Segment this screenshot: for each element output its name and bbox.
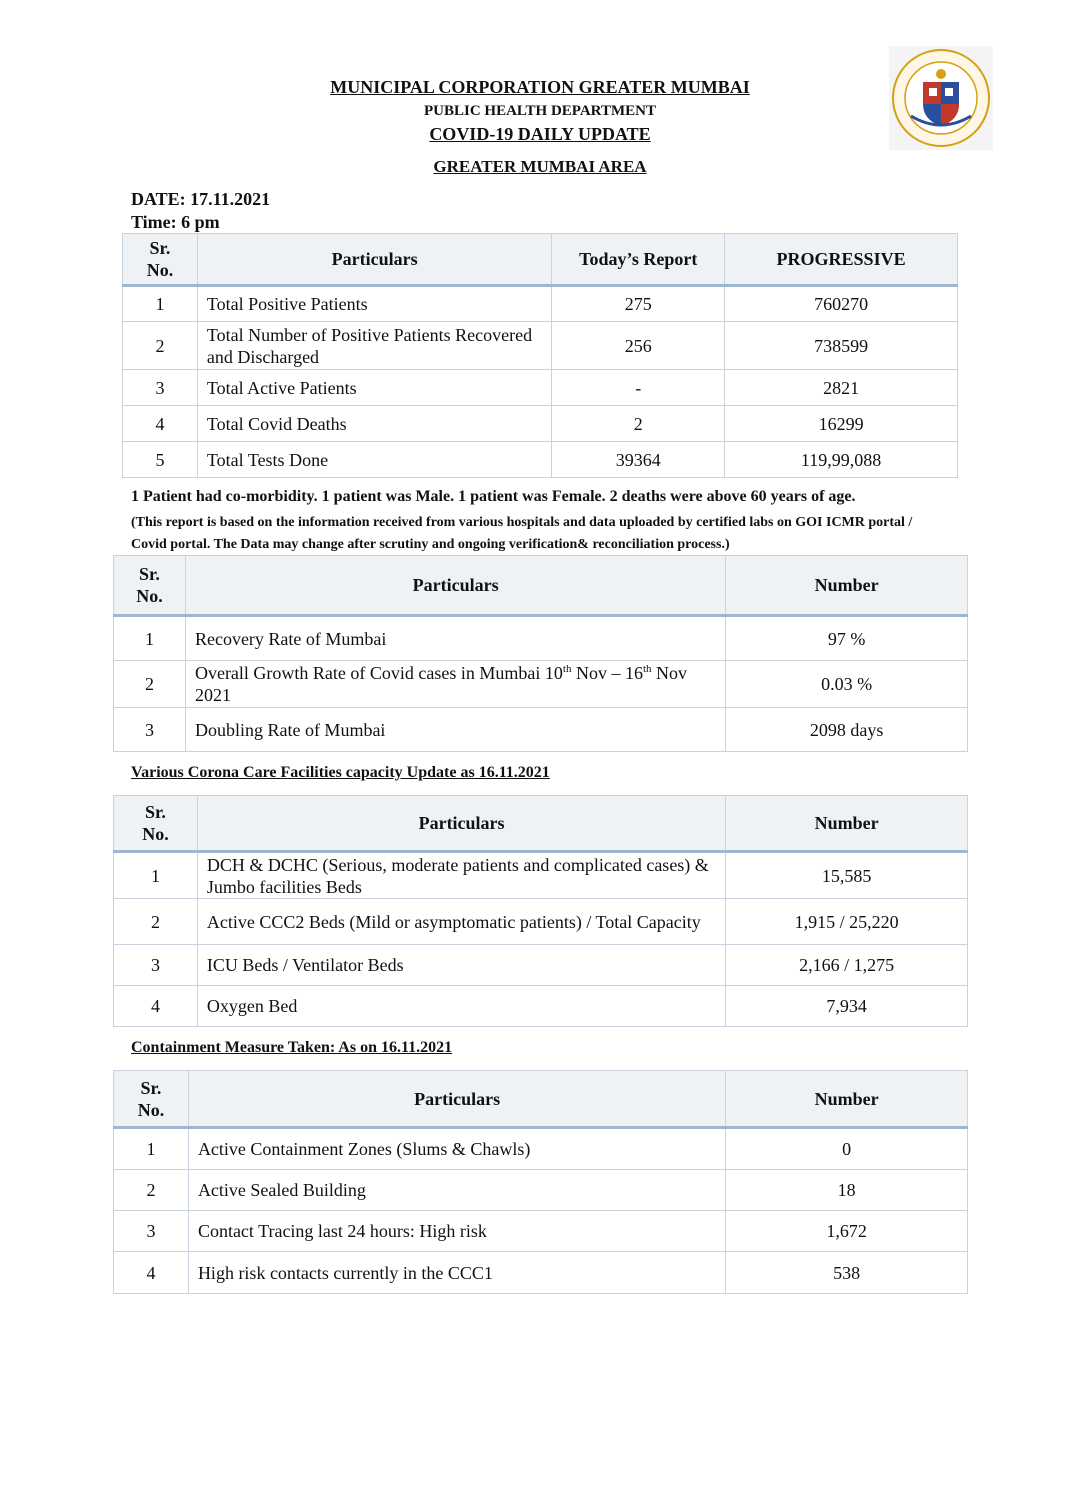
table-row bbox=[114, 708, 968, 752]
facilities-table bbox=[113, 795, 968, 1027]
srno: 3 bbox=[114, 1211, 189, 1252]
table-row bbox=[123, 286, 958, 322]
srno: 2 bbox=[123, 322, 198, 370]
today-value: - bbox=[552, 370, 725, 406]
daily-report-table bbox=[122, 233, 958, 478]
srno: 1 bbox=[123, 286, 198, 322]
col-header-srno: Sr. No. bbox=[114, 556, 186, 616]
table-row bbox=[123, 406, 958, 442]
particular-growth-rate: Overall Growth Rate of Covid cases in Mumbai 10th Nov – 16th Nov 2021 bbox=[185, 661, 725, 708]
table-row bbox=[114, 945, 968, 986]
particular: ICU Beds / Ventilator Beds bbox=[197, 945, 725, 986]
disclaimer-note: (This report is based on the information received from various hospitals and data uploaded by certified labs on GOI ICMR portal / Covid portal. The Data may change after scrutiny and ongoing verification& reconciliation process.) bbox=[131, 515, 913, 552]
number-value: 2,166 / 1,275 bbox=[726, 945, 968, 986]
col-header-srno: Sr. No. bbox=[123, 234, 198, 286]
report-title: COVID-19 DAILY UPDATE bbox=[429, 124, 651, 144]
table-row bbox=[114, 852, 968, 899]
number-value: 1,672 bbox=[726, 1211, 968, 1252]
particular: Recovery Rate of Mumbai bbox=[185, 616, 725, 661]
col-header-number: Number bbox=[726, 1071, 968, 1128]
table-header-row bbox=[114, 1071, 968, 1128]
srno: 4 bbox=[114, 986, 198, 1027]
today-value: 39364 bbox=[552, 442, 725, 478]
today-value: 275 bbox=[552, 286, 725, 322]
particular: Total Positive Patients bbox=[197, 286, 551, 322]
srno: 3 bbox=[123, 370, 198, 406]
particular: Oxygen Bed bbox=[197, 986, 725, 1027]
table-row bbox=[114, 1211, 968, 1252]
col-header-progressive: PROGRESSIVE bbox=[725, 234, 958, 286]
srno: 4 bbox=[114, 1252, 189, 1294]
progressive-value: 16299 bbox=[725, 406, 958, 442]
number-value: 7,934 bbox=[726, 986, 968, 1027]
today-value: 256 bbox=[552, 322, 725, 370]
table-row bbox=[114, 616, 968, 661]
rates-table bbox=[113, 555, 968, 752]
progressive-value: 760270 bbox=[725, 286, 958, 322]
table-row bbox=[114, 899, 968, 945]
number-value: 2098 days bbox=[726, 708, 968, 752]
col-header-particulars: Particulars bbox=[188, 1071, 725, 1128]
area-title: GREATER MUMBAI AREA bbox=[433, 157, 647, 176]
particular: Active Sealed Building bbox=[188, 1170, 725, 1211]
srno: 3 bbox=[114, 708, 186, 752]
report-time: Time: 6 pm bbox=[131, 212, 220, 232]
srno: 5 bbox=[123, 442, 198, 478]
col-header-particulars: Particulars bbox=[197, 796, 725, 852]
table-row bbox=[123, 370, 958, 406]
particular: High risk contacts currently in the CCC1 bbox=[188, 1252, 725, 1294]
table-row bbox=[114, 1252, 968, 1294]
col-header-srno: Sr. No. bbox=[114, 1071, 189, 1128]
particular: DCH & DCHC (Serious, moderate patients and complicated cases) & Jumbo facilities Beds bbox=[197, 852, 725, 899]
number-value: 15,585 bbox=[726, 852, 968, 899]
dept-title: PUBLIC HEALTH DEPARTMENT bbox=[423, 103, 656, 119]
org-title: MUNICIPAL CORPORATION GREATER MUMBAI bbox=[330, 77, 750, 97]
srno: 2 bbox=[114, 899, 198, 945]
particular: Total Number of Positive Patients Recovered and Discharged bbox=[197, 322, 551, 370]
particular: Total Covid Deaths bbox=[197, 406, 551, 442]
srno: 4 bbox=[123, 406, 198, 442]
col-header-particulars: Particulars bbox=[197, 234, 551, 286]
progressive-value: 738599 bbox=[725, 322, 958, 370]
col-header-srno: Sr. No. bbox=[114, 796, 198, 852]
table-row bbox=[114, 1128, 968, 1170]
particular: Active CCC2 Beds (Mild or asymptomatic patients) / Total Capacity bbox=[197, 899, 725, 945]
comorbidity-note: 1 Patient had co-morbidity. 1 patient was Male. 1 patient was Female. 2 deaths were above 60 years of age. bbox=[131, 488, 856, 505]
col-header-number: Number bbox=[726, 556, 968, 616]
number-value: 1,915 / 25,220 bbox=[726, 899, 968, 945]
srno: 2 bbox=[114, 1170, 189, 1211]
col-header-today: Today’s Report bbox=[552, 234, 725, 286]
table-row bbox=[114, 986, 968, 1027]
particular: Total Active Patients bbox=[197, 370, 551, 406]
srno: 1 bbox=[114, 616, 186, 661]
col-header-number: Number bbox=[726, 796, 968, 852]
srno: 2 bbox=[114, 661, 186, 708]
table-row bbox=[123, 442, 958, 478]
table-row bbox=[114, 661, 968, 708]
today-value: 2 bbox=[552, 406, 725, 442]
srno: 1 bbox=[114, 852, 198, 899]
srno: 1 bbox=[114, 1128, 189, 1170]
containment-section-title: Containment Measure Taken: As on 16.11.2021 bbox=[131, 1039, 453, 1056]
number-value: 0 bbox=[726, 1128, 968, 1170]
bmc-logo bbox=[889, 46, 993, 150]
number-value: 538 bbox=[726, 1252, 968, 1294]
table-header-row bbox=[114, 796, 968, 852]
srno: 3 bbox=[114, 945, 198, 986]
report-date: DATE: 17.11.2021 bbox=[131, 189, 271, 209]
number-value: 97 % bbox=[726, 616, 968, 661]
number-value: 18 bbox=[726, 1170, 968, 1211]
particular: Doubling Rate of Mumbai bbox=[185, 708, 725, 752]
progressive-value: 2821 bbox=[725, 370, 958, 406]
table-header-row bbox=[114, 556, 968, 616]
col-header-particulars: Particulars bbox=[185, 556, 725, 616]
table-header-row bbox=[123, 234, 958, 286]
table-row bbox=[123, 322, 958, 370]
particular: Total Tests Done bbox=[197, 442, 551, 478]
particular: Active Containment Zones (Slums & Chawls) bbox=[188, 1128, 725, 1170]
progressive-value: 119,99,088 bbox=[725, 442, 958, 478]
facilities-section-title: Various Corona Care Facilities capacity Update as 16.11.2021 bbox=[131, 764, 550, 781]
containment-table bbox=[113, 1070, 968, 1294]
table-row bbox=[114, 1170, 968, 1211]
number-value: 0.03 % bbox=[726, 661, 968, 708]
particular: Contact Tracing last 24 hours: High risk bbox=[188, 1211, 725, 1252]
